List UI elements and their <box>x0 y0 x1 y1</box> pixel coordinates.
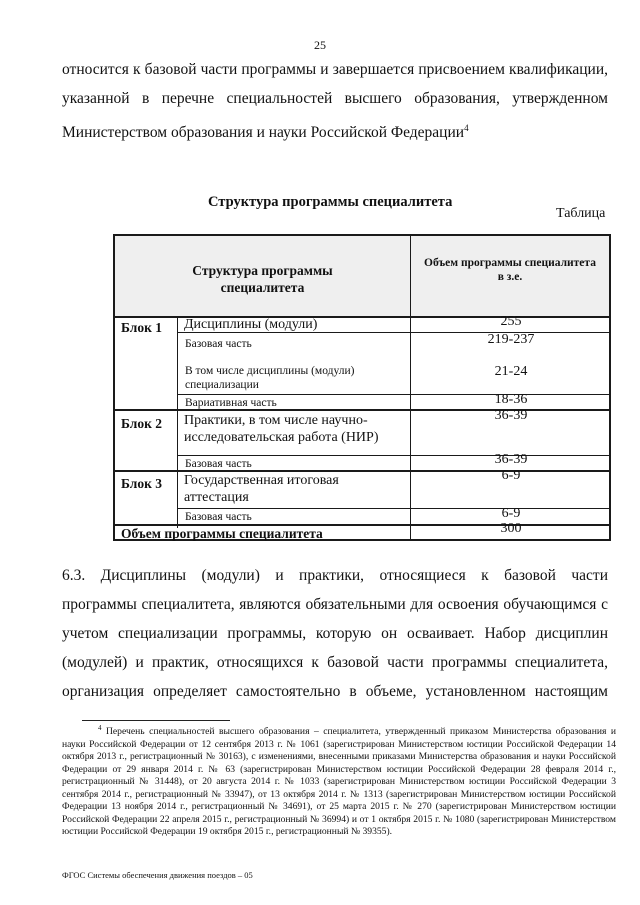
block-1-basic-part: Базовая часть <box>185 338 252 350</box>
block-1-name: Блок 1 <box>121 320 162 335</box>
block-2-practices-value: 36-39 <box>494 408 528 423</box>
block-1-basic-part-value: 219-237 <box>487 332 535 347</box>
paragraph-line-2: программы специалитета, являются обязательными для освоения обучающимся с <box>62 596 608 613</box>
block-1-disciplines-value: 255 <box>500 314 522 329</box>
page-number: 25 <box>314 38 326 52</box>
intro-line-3 <box>62 118 608 143</box>
intro-line-1: относится к базовой части программы и завершается присвоением квалификации, <box>62 61 608 78</box>
block-2-basic-part-value: 36-39 <box>494 452 528 467</box>
block-3-basic-part-value: 6-9 <box>501 506 521 521</box>
footnote-divider <box>82 720 230 721</box>
block-1-variable-part: Вариативная часть <box>185 397 277 409</box>
block-2-practices: Практики, в том числе научно-исследовательская работа (НИР) <box>184 413 379 445</box>
block-3-name: Блок 3 <box>121 476 162 491</box>
block-1-specialization: В том числе дисциплины (модули) специализации <box>185 365 355 391</box>
block-2-name: Блок 2 <box>121 416 162 431</box>
block-1-variable-part-value: 18-36 <box>494 392 528 407</box>
total-label: Объем программы специалитета <box>121 526 323 541</box>
program-structure-table <box>113 234 611 541</box>
footnote-text: Перечень специальностей высшего образования – специалитета, утвержденный приказом Министерства образования и науки Российской Федерации от 12 сентября 2013 г. № 1061 (зарегистрирован Министерством юстиции Российской Федерации 14 октября 2013 г., регистрационный № 30163), с изменениями, внесенными приказами Министерства образования и науки Российской Федерации от 29 января 2014 г. № 63 (зарегистрирован Министерством юстиции Российской Федерации 28 февраля 2014 г., регистрационный № 31448), от 20 августа 2014 г. № 1033 (зарегистрирован Министерством юстиции Российской Федерации 3 сентября 2014 г., регистрационный № 33947), от 13 октября 2014 г. № 1313 (зарегистрирован Министерством юстиции Российской Федерации 13 ноября 2014 г., регистрационный № 34691), от 25 марта 2015 г. № 270 (зарегистрирован Министерством юстиции Российской Федерации 22 апреля 2015 г., регистрационный № 36994) и от 1 октября 2015 г. № 1080 (зарегистрирован Министерством юстиции Российской Федерации 19 октября 2015 г., регистрационный № 39355). <box>62 726 616 838</box>
block-3-final-attestation-value: 6-9 <box>501 468 521 483</box>
paragraph-line-5: организация определяет самостоятельно в объеме, установленном настоящим <box>62 683 608 700</box>
footnote <box>62 722 616 839</box>
block-3-basic-part: Базовая часть <box>185 511 252 523</box>
table-title: Структура программы специалитета <box>208 194 453 210</box>
footnote-ref: 4 <box>464 123 469 133</box>
total-value: 300 <box>500 521 522 536</box>
page-footer: ФГОС Системы обеспечения движения поездов – 05 <box>62 870 253 880</box>
paragraph-line-1: 6.3. Дисциплины (модули) и практики, относящиеся к базовой части <box>62 567 608 584</box>
block-1-disciplines: Дисциплины (модули) <box>184 317 318 332</box>
block-3-final-attestation: Государственная итоговая аттестация <box>184 473 339 505</box>
table-vline-value <box>410 236 411 541</box>
block-2-basic-part: Базовая часть <box>185 458 252 470</box>
paragraph-line-3: учетом специализации программы, которую он осваивает. Набор дисциплин <box>62 625 608 642</box>
header-structure: Структура программы специалитета <box>192 263 333 295</box>
header-volume: Объем программы специалитета в з.е. <box>424 257 596 283</box>
table-vline-block <box>177 316 178 528</box>
intro-line-2: указанной в перечне специальностей высшего образования, утвержденном <box>62 90 608 107</box>
footnote-number: 4 <box>98 724 102 732</box>
paragraph-line-4: (модулей) и практик, относящихся к базовой части программы специалитета, <box>62 654 608 671</box>
block-1-specialization-value: 21-24 <box>494 364 528 379</box>
intro-line-3-text: Министерством образования и науки Российской Федерации <box>62 124 465 142</box>
table-label: Таблица <box>556 206 606 221</box>
